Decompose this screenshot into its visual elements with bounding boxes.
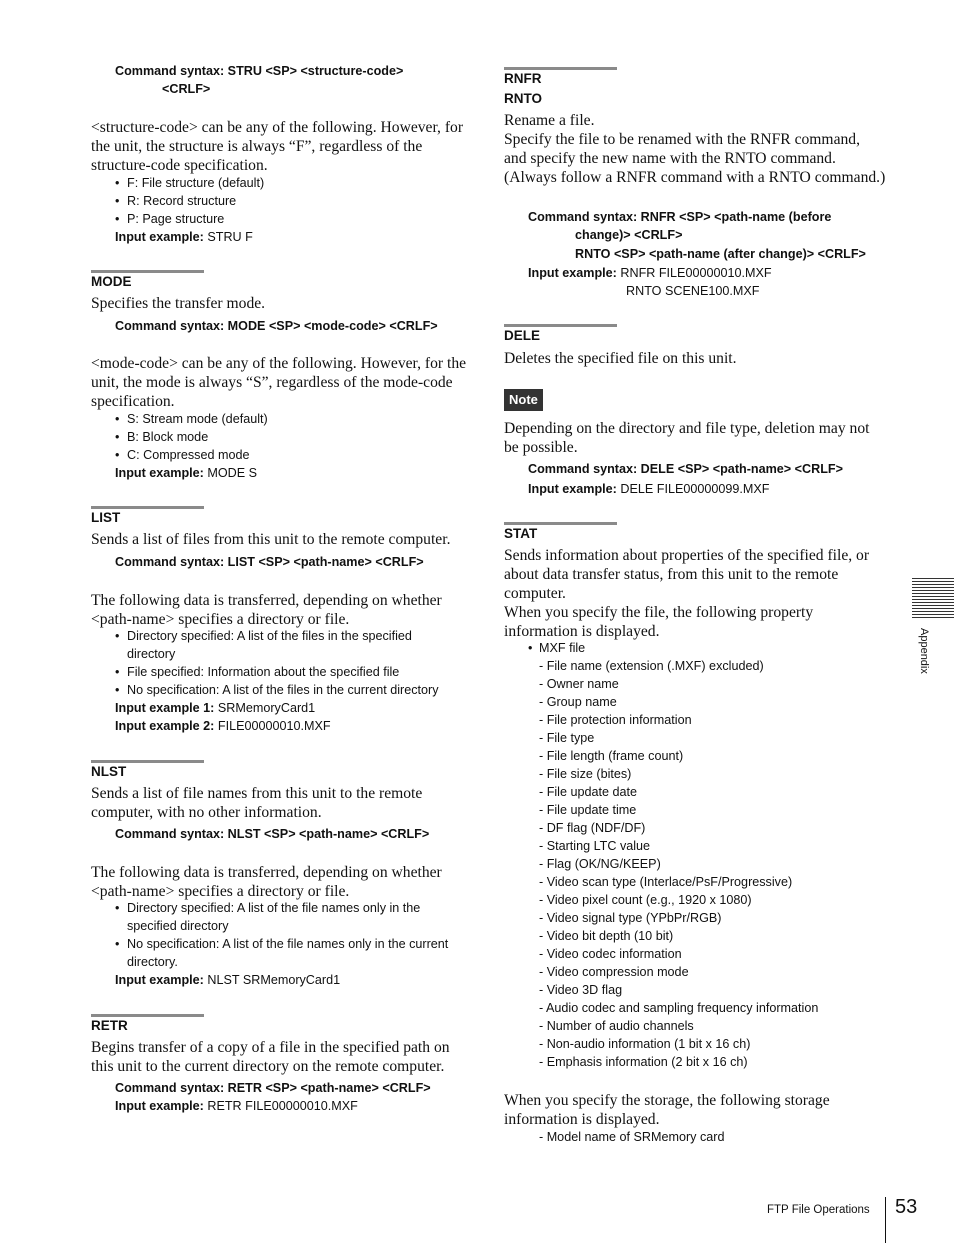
rnfr-description-1: Rename a file. <box>504 112 595 129</box>
list-item: • P: Page structure <box>115 212 225 226</box>
mode-syntax: Command syntax: MODE <SP> <mode-code> <CRLF> <box>115 319 438 333</box>
list-item: - Video scan type (Interlace/PsF/Progressive) <box>539 875 793 889</box>
list-item: - File type <box>539 731 595 745</box>
note-badge: Note <box>504 389 543 411</box>
list-item: - Video compression mode <box>539 965 689 979</box>
list-item: • B: Block mode <box>115 430 209 444</box>
footer-divider <box>885 1197 886 1243</box>
side-tab-stripes <box>912 578 954 620</box>
list-item: - Emphasis information (2 bit x 16 ch) <box>539 1055 748 1069</box>
list-item: - File length (frame count) <box>539 749 684 763</box>
mode-bullet-list <box>91 410 473 482</box>
rnfr-heading: RNFR <box>504 71 542 86</box>
list-item: • F: File structure (default) <box>115 176 265 190</box>
dele-input-example: Input example: DELE FILE00000099.MXF <box>528 482 770 496</box>
dele-heading: DELE <box>504 328 541 343</box>
list-item: - Group name <box>539 695 617 709</box>
list-item: - Starting LTC value <box>539 839 651 853</box>
retr-description: Begins transfer of a copy of a file in the specified path on this unit to the current directory on the remote computer. <box>91 1039 450 1075</box>
stru-input-example: Input example: STRU F <box>115 230 253 244</box>
stat-heading: STAT <box>504 526 538 541</box>
list-heading: LIST <box>91 510 121 525</box>
list-item: - File update date <box>539 785 638 799</box>
nlst-input-example: Input example: NLST SRMemoryCard1 <box>115 973 341 987</box>
stru-syntax-line1: Command syntax: STRU <SP> <structure-code> <box>115 64 404 78</box>
rnfr-syntax-line1: Command syntax: RNFR <SP> <path-name (before <box>528 210 832 224</box>
stru-bullet-list <box>91 174 473 246</box>
retr-heading: RETR <box>91 1018 128 1033</box>
retr-input-example: Input example: RETR FILE00000010.MXF <box>115 1099 358 1113</box>
retr-syntax: Command syntax: RETR <SP> <path-name> <CRLF> <box>115 1081 431 1095</box>
rnfr-input-example: Input example: RNFR FILE00000010.MXF <box>528 266 772 280</box>
stat-description-2: When you specify the file, the following property information is displayed. <box>504 604 814 640</box>
list-item: - Flag (OK/NG/KEEP) <box>539 857 661 871</box>
nlst-bullet-list <box>91 899 481 989</box>
list-item: - File protection information <box>539 713 692 727</box>
list-syntax: Command syntax: LIST <SP> <path-name> <CRLF> <box>115 555 424 569</box>
dele-description: Deletes the specified file on this unit. <box>504 350 737 367</box>
mode-heading: MODE <box>91 274 132 289</box>
stat-bullet: • MXF file <box>528 641 586 655</box>
list-item: • File specified: Information about the specified file <box>115 665 400 679</box>
list-input-example-2: Input example 2: FILE00000010.MXF <box>115 719 331 733</box>
stat-description-1: Sends information about properties of the specified file, or about data transfer status, from this unit to the remote computer. <box>504 547 870 602</box>
nlst-heading: NLST <box>91 764 127 779</box>
list-item: - Owner name <box>539 677 619 691</box>
list-item: - Video bit depth (10 bit) <box>539 929 674 943</box>
rnto-heading: RNTO <box>504 91 543 106</box>
mode-paragraph: <mode-code> can be any of the following. However, for the unit, the mode is always “S”, regardless of the mode-code specification. <box>91 355 467 410</box>
list-item: - Number of audio channels <box>539 1019 694 1033</box>
list-item-continuation: directory. <box>127 955 178 969</box>
list-item: • R: Record structure <box>115 194 237 208</box>
mode-input-example: Input example: MODE S <box>115 466 258 480</box>
rnfr-description-2: Specify the file to be renamed with the RNFR command, and specify the new name with the RNTO command. (Always follow a RNFR command with a RNTO command.) <box>504 131 886 186</box>
rnfr-syntax-line3: RNTO <SP> <path-name (after change)> <CRLF> <box>575 247 866 261</box>
list-input-example-1: Input example 1: SRMemoryCard1 <box>115 701 316 715</box>
list-item: - Video codec information <box>539 947 682 961</box>
nlst-paragraph: The following data is transferred, depending on whether <path-name> specifies a directory or file. <box>91 864 442 900</box>
page-number: 53 <box>895 1196 918 1218</box>
stru-syntax-line2: <CRLF> <box>162 82 211 96</box>
list-item: • No specification: A list of the files in the current directory <box>115 683 439 697</box>
stru-paragraph: <structure-code> can be any of the following. However, for the unit, the structure is always “F”, regardless of the structure-code specification. <box>91 119 464 174</box>
list-item: • Directory specified: A list of the file names only in the <box>115 901 421 915</box>
list-item: - Video 3D flag <box>539 983 623 997</box>
side-tab-label: Appendix <box>918 628 930 674</box>
list-item: - File size (bites) <box>539 767 632 781</box>
dele-syntax: Command syntax: DELE <SP> <path-name> <CRLF> <box>528 462 843 476</box>
mode-description: Specifies the transfer mode. <box>91 295 266 312</box>
list-item: • Directory specified: A list of the files in the specified <box>115 629 412 643</box>
nlst-description: Sends a list of file names from this unit to the remote computer, with no other information. <box>91 785 423 821</box>
retr-syntax-block <box>91 1079 473 1115</box>
list-item: - DF flag (NDF/DF) <box>539 821 646 835</box>
list-bullet-list <box>91 627 481 735</box>
rnfr-syntax-line2: change)> <CRLF> <box>575 228 683 242</box>
stat-property-list <box>504 657 886 1071</box>
nlst-syntax: Command syntax: NLST <SP> <path-name> <CRLF> <box>115 827 430 841</box>
rnfr-input-example-line2: RNTO SCENE100.MXF <box>626 284 760 298</box>
list-item: - Non-audio information (1 bit x 16 ch) <box>539 1037 751 1051</box>
list-paragraph: The following data is transferred, depending on whether <path-name> specifies a directory or file. <box>91 592 442 628</box>
stat-storage-item: - Model name of SRMemory card <box>539 1130 725 1144</box>
list-item: • C: Compressed mode <box>115 448 250 462</box>
list-item: - Video pixel count (e.g., 1920 x 1080) <box>539 893 752 907</box>
list-item: • No specification: A list of the file names only in the current <box>115 937 449 951</box>
list-item: - File update time <box>539 803 637 817</box>
list-description: Sends a list of files from this unit to the remote computer. <box>91 531 451 548</box>
footer-section-title: FTP File Operations <box>767 1204 870 1216</box>
list-item-continuation: specified directory <box>127 919 229 933</box>
list-item-continuation: directory <box>127 647 176 661</box>
dele-note-text: Depending on the directory and file type, deletion may not be possible. <box>504 420 870 456</box>
list-item: - File name (extension (.MXF) excluded) <box>539 659 764 673</box>
list-item: - Video signal type (YPbPr/RGB) <box>539 911 722 925</box>
list-item: - Audio codec and sampling frequency information <box>539 1001 819 1015</box>
list-item: • S: Stream mode (default) <box>115 412 268 426</box>
stat-storage-paragraph: When you specify the storage, the following storage information is displayed. <box>504 1092 830 1128</box>
